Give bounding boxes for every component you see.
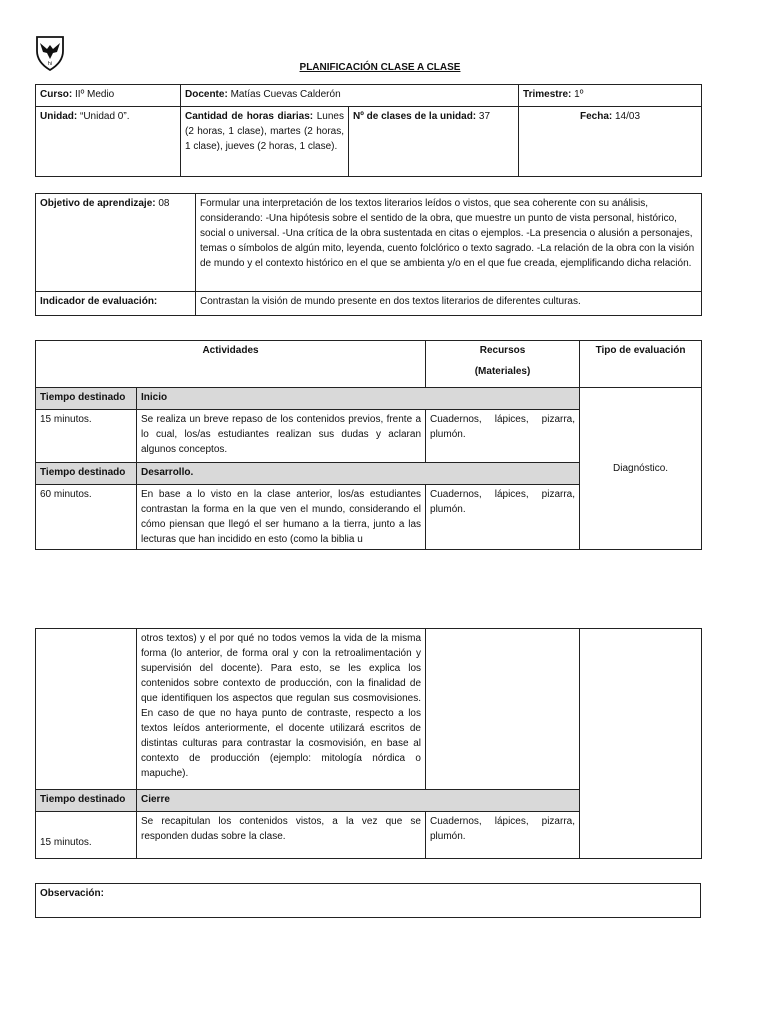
empty-recursos-cell [426,629,580,790]
desarrollo-text-p1: En base a lo visto en la clase anterior, los/as estudiantes contrastan la forma en la que ven el mundo, considerando el cómo piensan que llegó el ser humano a la tierra, junto a las lecturas que han incidido en esto (como la biblia u [137,485,426,550]
objetivo-text: Formular una interpretación de los textos literarios leídos o vistos, que sea coherente con su análisis, considerando: -Una hipótesis sobre el sentido de la obra, que muestre un punto de vista personal, histórico, social o universal. -Una crítica de la obra sustentada en citas o ejemplos. -La presencia o alusión a personajes, temas o símbolos de algún mito, leyenda, cuento folclórico o texto sagrado. -La relación de la obra con la visión de mundo y el contexto histórico en el que se ambienta y/o en el que fue creada, ejemplificando dicha relación. [196,194,702,292]
clases-value: 37 [478,111,491,122]
unidad-cell [36,107,181,177]
desarrollo-recursos: Cuadernos, lápices, pizarra, plumón. [426,485,580,550]
cierre-recursos: Cuadernos, lápices, pizarra, plumón. [426,812,580,859]
unidad-value: “Unidad 0”. [80,111,130,122]
curso-value: IIº Medio [75,89,115,100]
section-desarrollo: Desarrollo. [137,463,580,485]
empty-tipo-cell [580,629,702,859]
cierre-text: Se recapitulan los contenidos vistos, a la vez que se responden dudas sobre la clase. [137,812,426,859]
clases-label: Nº de clases de la unidad: [353,111,477,122]
activities-table-continued [35,628,702,859]
activities-table [35,340,702,550]
indicador-label: Indicador de evaluación: [36,292,196,316]
trimestre-label: Trimestre: [523,89,572,100]
col-recursos [426,341,580,388]
docente-cell [181,85,519,107]
objetivo-label: Objetivo de aprendizaje: [40,198,156,209]
unidad-label: Unidad: [40,111,78,122]
section-cierre: Cierre [137,790,580,812]
page-title: PLANIFICACIÓN CLASE A CLASE [299,62,461,73]
horas-cell [181,107,349,177]
observacion-label: Observación: [36,884,701,918]
col-recursos-line1: Recursos [479,345,526,356]
inicio-time: 15 minutos. [36,410,137,463]
info-table [35,84,702,177]
docente-label: Docente: [185,89,228,100]
horas-label: Cantidad de horas diarias: [185,111,314,122]
tiempo-label-inicio: Tiempo destinado [36,388,137,410]
col-recursos-line2: (Materiales) [474,366,531,377]
empty-time-cell [36,629,137,790]
inicio-text: Se realiza un breve repaso de los contenidos previos, frente a lo cual, los/as estudiantes realizan sus dudas y aclaran algunos conceptos. [137,410,426,463]
tiempo-label-cierre: Tiempo destinado [36,790,137,812]
objetivo-table [35,193,702,316]
fecha-label: Fecha: [579,111,613,122]
indicador-text: Contrastan la visión de mundo presente en dos textos literarios de diferentes culturas. [196,292,702,316]
horas-value: Lunes (2 horas, 1 clase), martes (2 horas, 1 clase), jueves (2 horas, 1 clase). [185,111,344,152]
observacion-table [35,883,701,918]
docente-value: Matías Cuevas Calderón [230,89,341,100]
objetivo-label-cell [36,194,196,292]
curso-label: Curso: [40,89,73,100]
cierre-time: 15 minutos. [36,812,137,859]
fecha-cell [519,107,702,177]
col-tipo-evaluacion: Tipo de evaluación [580,341,702,388]
tiempo-label-desarrollo: Tiempo destinado [36,463,137,485]
inicio-recursos: Cuadernos, lápices, pizarra, plumón. [426,410,580,463]
section-inicio: Inicio [137,388,580,410]
col-actividades: Actividades [36,341,426,388]
trimestre-value: 1º [574,89,584,100]
objetivo-code: 08 [158,198,170,209]
fecha-value: 14/03 [615,111,641,122]
desarrollo-text-p2: otros textos) y el por qué no todos vemos la vida de la misma forma (lo anterior, de forma oral y con la retroalimentación y supervisión del docente). Para esto, se les explica los contenidos sobre contexto de producción, con la finalidad de que identifiquen los aspectos que regulan sus cosmovisiones. En caso de que no haya punto de contraste, respecto a los textos leídos anteriormente, el docente utilizará escritos de distintas culturas para contrastar la cosmovisión, en base al contexto de producción (ejemplo: mitología nórdica o mapuche). [137,629,426,790]
svg-text:hi: hi [47,61,53,67]
curso-cell [36,85,181,107]
desarrollo-time: 60 minutos. [36,485,137,550]
clases-cell [349,107,519,177]
trimestre-cell [519,85,702,107]
tipo-evaluacion: Diagnóstico. [580,388,702,550]
